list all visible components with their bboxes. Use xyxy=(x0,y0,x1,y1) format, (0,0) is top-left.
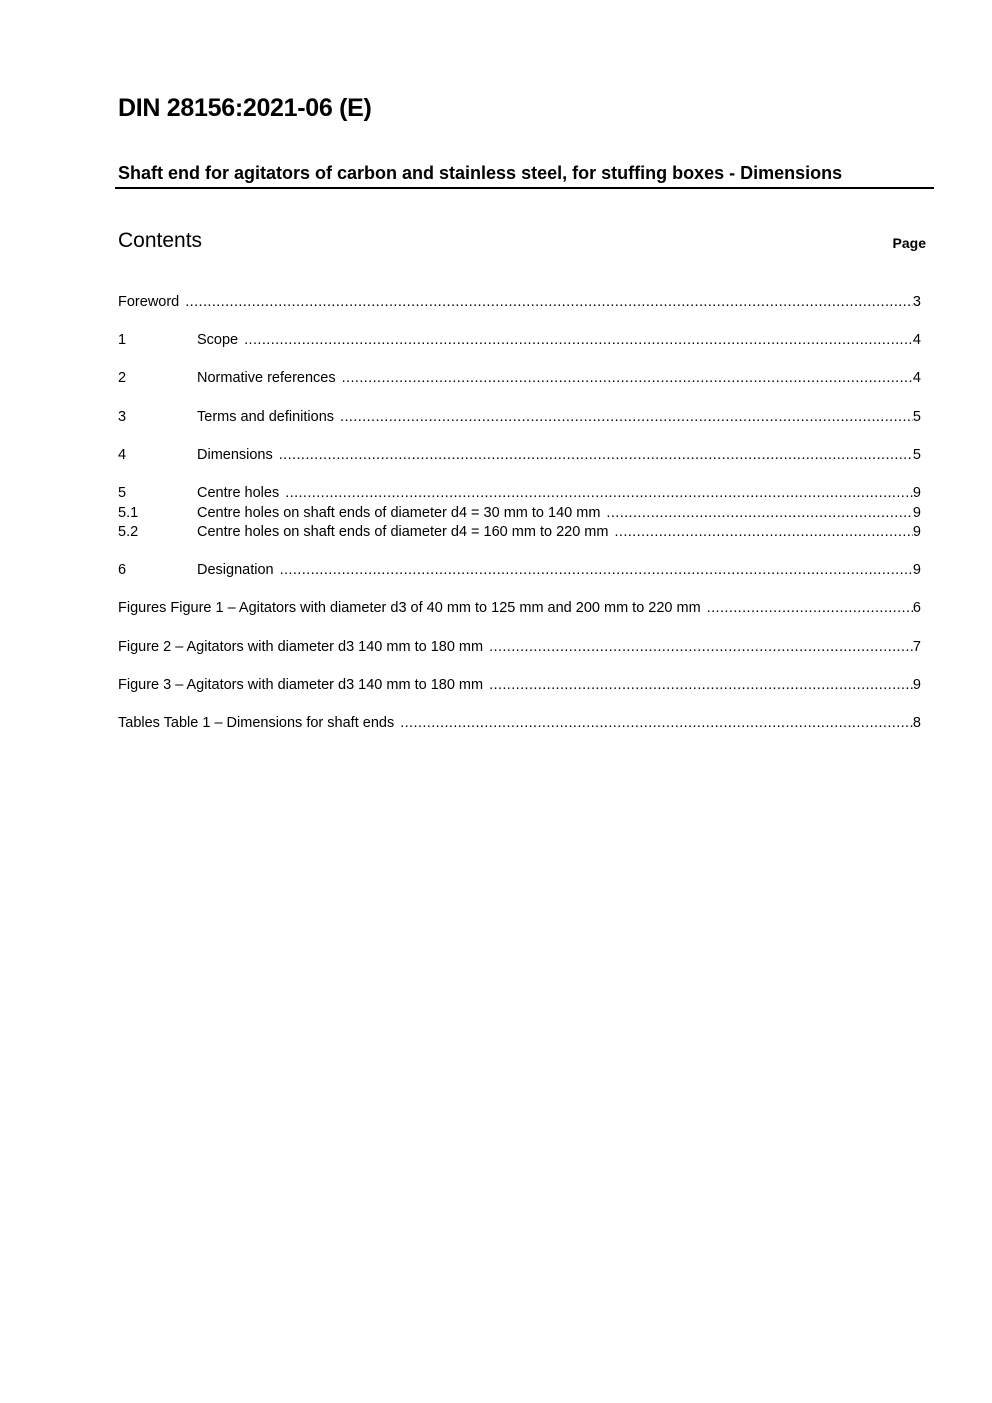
dot-leader xyxy=(280,561,913,579)
toc-entry-number: 5 xyxy=(118,485,127,501)
toc-entry[interactable] xyxy=(118,676,921,694)
toc-entry[interactable] xyxy=(118,446,921,464)
toc-entry-title: Terms and definitions xyxy=(197,409,335,425)
toc-entry[interactable] xyxy=(118,293,921,311)
document-subtitle: Shaft end for agitators of carbon and stainless steel, for stuffing boxes - Dimensions xyxy=(115,163,934,189)
toc-entry-page: 4 xyxy=(912,370,921,386)
toc-entry[interactable] xyxy=(118,523,921,541)
toc-entry-title: Foreword xyxy=(118,294,180,310)
dot-leader xyxy=(400,714,913,732)
dot-leader xyxy=(244,331,913,349)
contents-heading: Contents xyxy=(118,229,203,252)
toc-entry-title: Dimensions xyxy=(197,447,273,463)
toc-entry-page: 6 xyxy=(912,600,921,616)
toc-entry-title: Tables Table 1 – Dimensions for shaft ends xyxy=(118,715,395,731)
toc-entry[interactable] xyxy=(118,331,921,349)
toc-entry[interactable] xyxy=(118,484,921,502)
toc-entry-title: Figures Figure 1 – Agitators with diameter d3 of 40 mm to 125 mm and 200 mm to 220 mm xyxy=(118,600,701,616)
toc-entry[interactable] xyxy=(118,408,921,426)
toc-entry-page: 9 xyxy=(912,677,921,693)
toc-entry-page: 7 xyxy=(912,639,921,655)
dot-leader xyxy=(614,523,912,541)
toc-entry[interactable] xyxy=(118,561,921,579)
toc-entry-title: Normative references xyxy=(197,370,336,386)
toc-entry-title: Figure 2 – Agitators with diameter d3 140 mm to 180 mm xyxy=(118,639,484,655)
toc-entry-title: Figure 3 – Agitators with diameter d3 140 mm to 180 mm xyxy=(118,677,484,693)
toc-entry-page: 9 xyxy=(912,562,921,578)
toc-entry-title: Designation xyxy=(197,562,274,578)
toc-entry[interactable] xyxy=(118,369,921,387)
toc-entry-page: 5 xyxy=(912,447,921,463)
dot-leader xyxy=(489,676,913,694)
toc-entry-number: 1 xyxy=(118,332,127,348)
toc-entry-title: Centre holes on shaft ends of diameter d4 = 30 mm to 140 mm xyxy=(197,505,601,521)
toc-entry[interactable] xyxy=(118,599,921,617)
toc-entry-number: 3 xyxy=(118,409,127,425)
toc-entry-title: Centre holes xyxy=(197,485,280,501)
toc-entry[interactable] xyxy=(118,638,921,656)
dot-leader xyxy=(340,408,913,426)
toc-entry-title: Scope xyxy=(197,332,239,348)
toc-entry-title: Centre holes on shaft ends of diameter d4 = 160 mm to 220 mm xyxy=(197,524,609,540)
dot-leader xyxy=(489,638,913,656)
page-column-heading: Page xyxy=(892,235,926,251)
toc-entry-number: 6 xyxy=(118,562,127,578)
toc-entry-page: 9 xyxy=(912,485,921,501)
toc-entry[interactable] xyxy=(118,504,921,522)
dot-leader xyxy=(279,446,913,464)
dot-leader xyxy=(285,484,913,502)
toc-entry-number: 5.1 xyxy=(118,505,139,521)
document-id: DIN 28156:2021-06 (E) xyxy=(118,94,372,122)
toc-entry-page: 9 xyxy=(912,505,921,521)
toc-entry-page: 9 xyxy=(912,524,921,540)
toc-entry-page: 4 xyxy=(912,332,921,348)
toc-entry-number: 4 xyxy=(118,447,127,463)
dot-leader xyxy=(707,599,913,617)
dot-leader xyxy=(185,293,913,311)
toc-entry-page: 5 xyxy=(912,409,921,425)
toc-entry-number: 5.2 xyxy=(118,524,139,540)
toc-entry-page: 3 xyxy=(912,294,921,310)
toc-entry-page: 8 xyxy=(912,715,921,731)
dot-leader xyxy=(606,504,913,522)
dot-leader xyxy=(342,369,913,387)
toc-entry-number: 2 xyxy=(118,370,127,386)
toc-entry[interactable] xyxy=(118,714,921,732)
